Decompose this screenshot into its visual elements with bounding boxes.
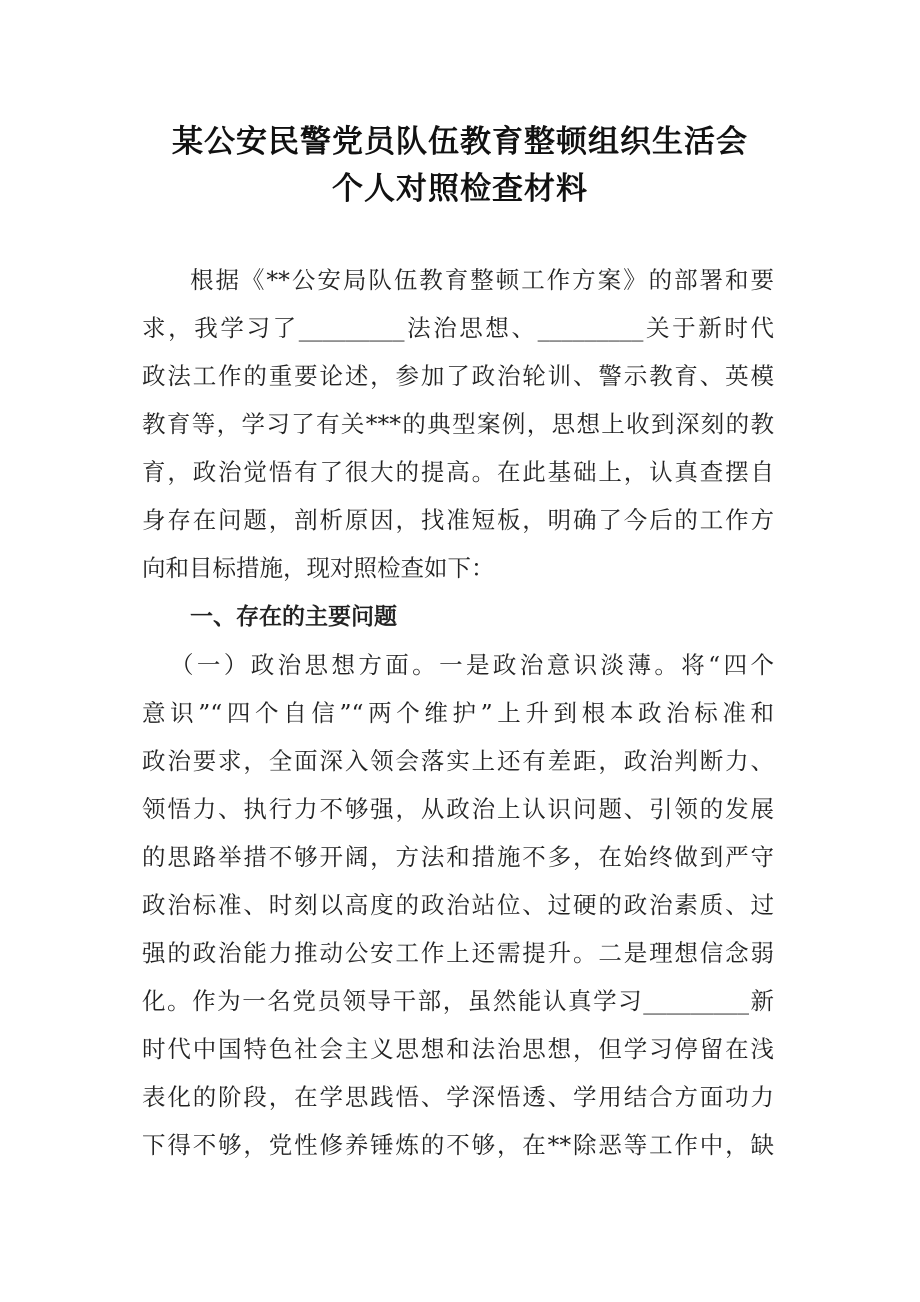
paragraph2-line: 的思路举措不够开阔，方法和措施不多，在始终做到严守	[142, 843, 774, 871]
paragraph1-line: 求，我学习了_________法治思想、_________关于新时代	[142, 314, 774, 342]
section-heading: 一、存在的主要问题	[190, 604, 397, 630]
paragraph1-line: 根据《**公安局队伍教育整顿工作方案》的部署和要	[190, 266, 774, 294]
paragraph2-line: 化。作为一名党员领导干部，虽然能认真学习_________新	[142, 987, 774, 1015]
paragraph2-line: 政治标准、时刻以高度的政治站位、过硬的政治素质、过	[142, 891, 774, 919]
paragraph1-line: 育，政治觉悟有了很大的提高。在此基础上，认真查摆自	[142, 458, 774, 486]
paragraph1-line: 身存在问题，剖析原因，找准短板，明确了今后的工作方	[142, 506, 774, 534]
paragraph2-line: （一）政治思想方面。一是政治意识淡薄。将“四个	[170, 651, 774, 679]
paragraph2-line: 领悟力、执行力不够强，从政治上认识问题、引领的发展	[142, 795, 774, 823]
paragraph1-line: 向和目标措施，现对照检查如下：	[142, 554, 495, 582]
paragraph2-line: 表化的阶段，在学思践悟、学深悟透、学用结合方面功力	[142, 1083, 774, 1111]
paragraph2-line: 时代中国特色社会主义思想和法治思想，但学习停留在浅	[142, 1035, 774, 1063]
paragraph1-line: 政法工作的重要论述，参加了政治轮训、警示教育、英模	[142, 362, 774, 390]
paragraph2-line: 强的政治能力推动公安工作上还需提升。二是理想信念弱	[142, 939, 774, 967]
paragraph1-line: 教育等，学习了有关***的典型案例，思想上收到深刻的教	[142, 410, 774, 438]
paragraph2-line: 意识”“四个自信”“两个维护”上升到根本政治标准和	[142, 699, 774, 727]
paragraph2-line: 政治要求，全面深入领会落实上还有差距，政治判断力、	[142, 747, 774, 775]
paragraph2-line: 下得不够，党性修养锤炼的不够，在**除恶等工作中，缺	[142, 1131, 774, 1159]
document-title-line2: 个人对照检查材料	[332, 171, 588, 207]
document-title-line1: 某公安民警党员队伍教育整顿组织生活会	[172, 124, 748, 160]
